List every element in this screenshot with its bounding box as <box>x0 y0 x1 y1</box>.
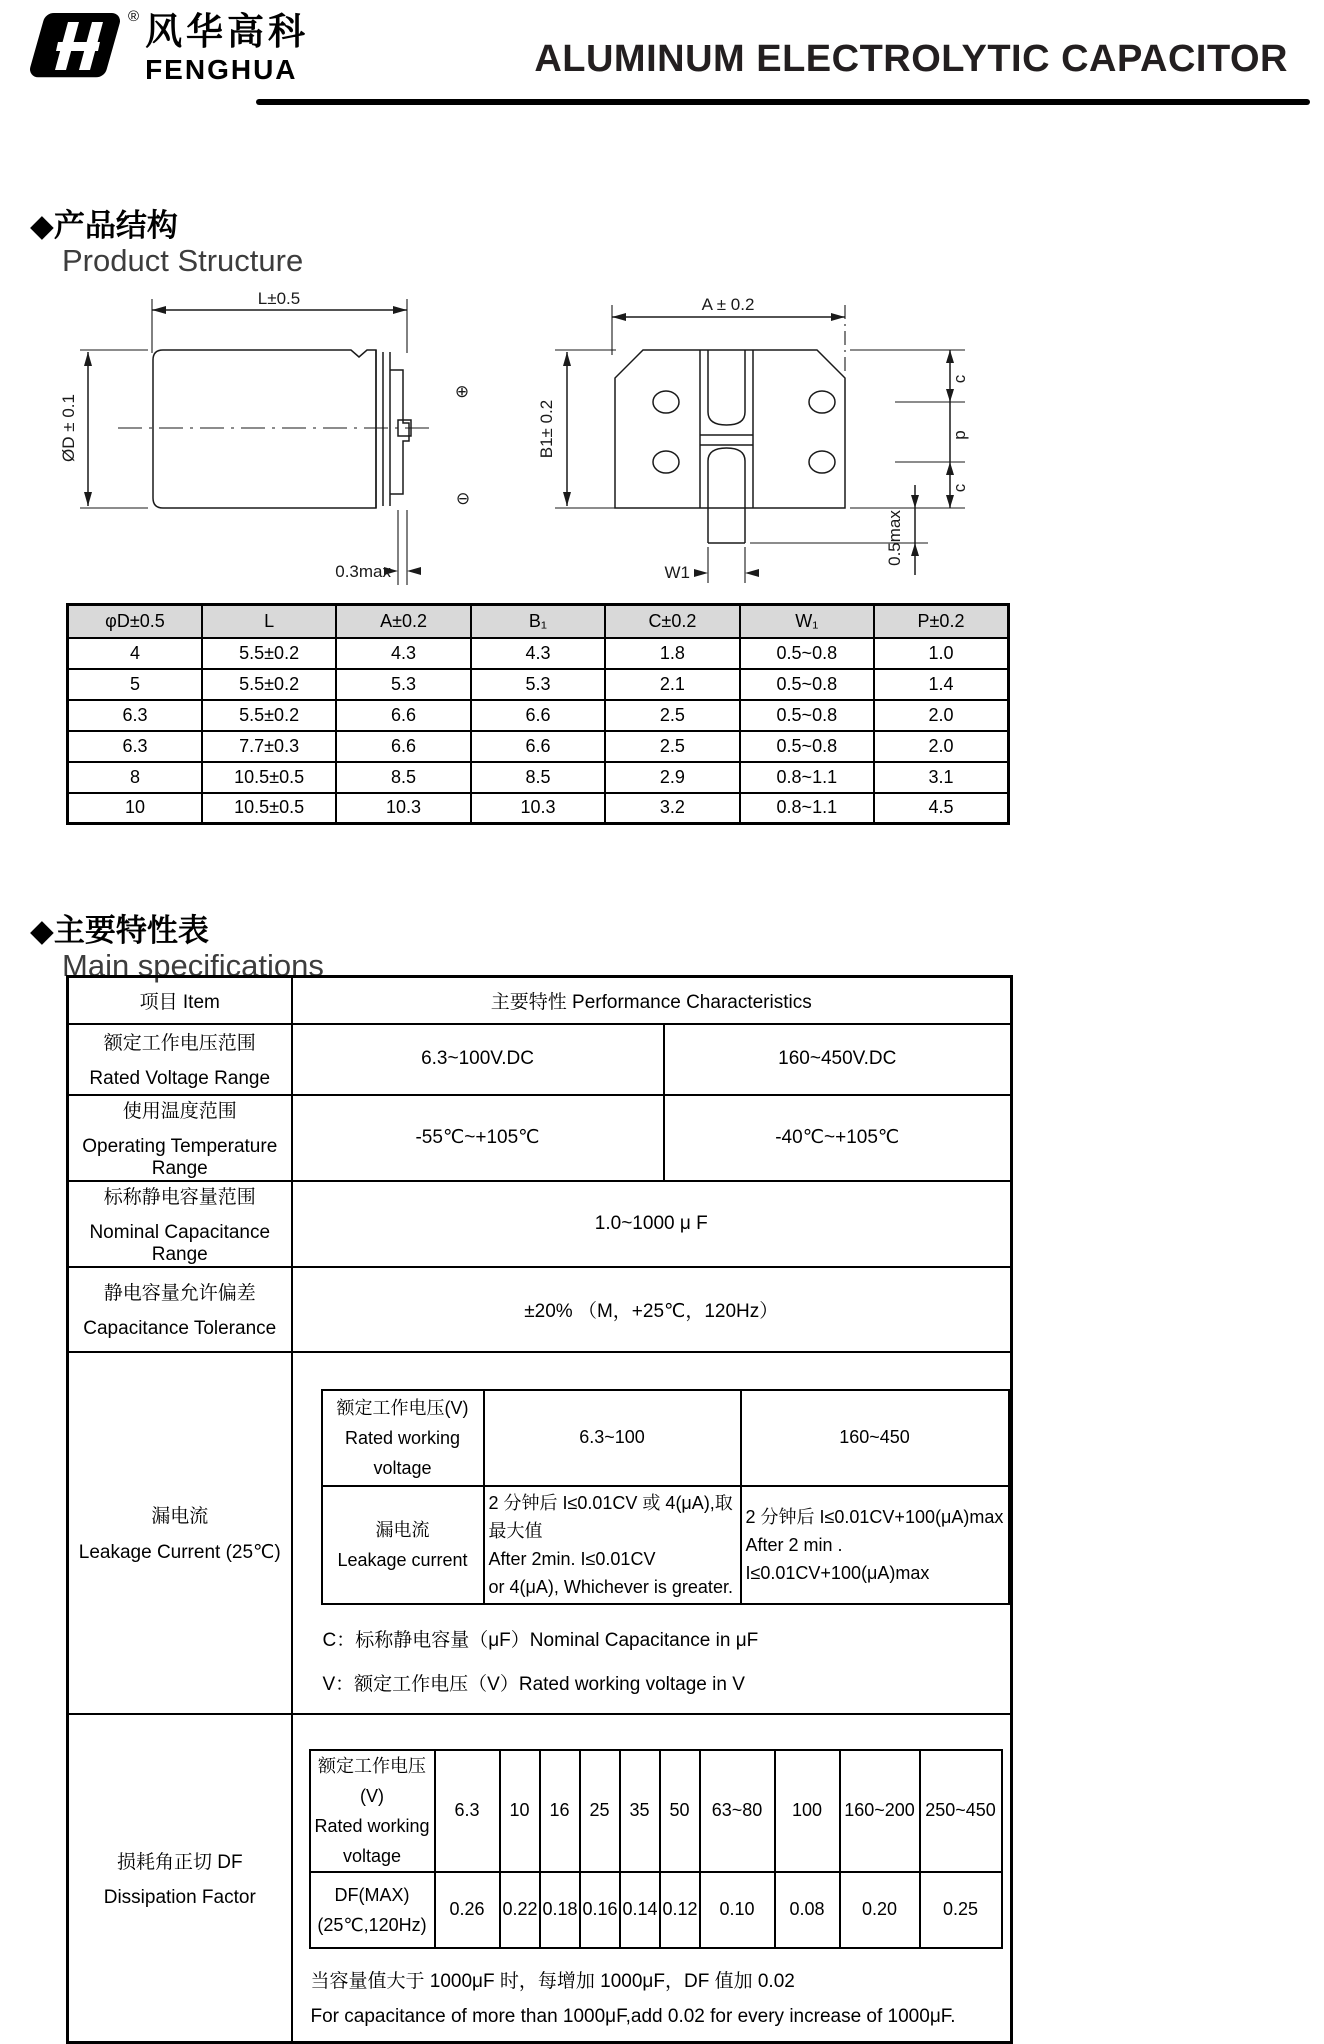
dim-cell: 0.8~1.1 <box>740 762 874 793</box>
df-value: 0.14 <box>620 1872 660 1948</box>
df-value: 0.25 <box>920 1872 1002 1948</box>
leakage-table-data-row <box>322 1486 1009 1604</box>
df-value: 0.18 <box>540 1872 580 1948</box>
df-value: 0.08 <box>775 1872 840 1948</box>
document-title: ALUMINUM ELECTROLYTIC CAPACITOR <box>534 38 1288 80</box>
label-cn: 损耗角正切 DF <box>116 1851 243 1873</box>
dim-cell: 8.5 <box>471 762 605 793</box>
dim-cell: 6.6 <box>471 700 605 731</box>
dim-cell: 10.5±0.5 <box>202 762 336 793</box>
df-notes <box>311 1966 1011 2028</box>
main-specifications-heading-cn: ◆主要特性表 <box>30 913 209 948</box>
label-en: Rated working voltage <box>344 1427 461 1478</box>
p-dim-label: p <box>950 430 969 440</box>
label-en: Leakage current <box>337 1549 468 1570</box>
nominal-capacitance-row <box>68 1181 1012 1267</box>
label-en: Nominal Capacitance Range <box>89 1221 271 1265</box>
label-en: Dissipation Factor <box>103 1886 256 1908</box>
main-specifications-heading-en: Main specifications <box>62 948 324 983</box>
dim-cell: 1.4 <box>874 669 1008 700</box>
dim-cell: 6.3 <box>68 700 202 731</box>
dim-cell: 2.0 <box>874 731 1008 762</box>
label-en: Leakage Current (25℃) <box>78 1542 281 1563</box>
df-voltage: 6.3 <box>435 1750 500 1872</box>
table-row <box>68 731 1009 762</box>
dim-col-header: L <box>202 605 336 638</box>
label-cn: 额定工作电压(V) <box>318 1755 426 1806</box>
c-bottom-dim-label: c <box>950 483 969 493</box>
dim-cell: 2.0 <box>874 700 1008 731</box>
spec-line: 2 分钟后 I≤0.01CV+100(μA)max <box>745 1506 1004 1527</box>
df-note-en: For capacitance of more than 1000μF,add 0.02 for every increase of 1000μF. <box>310 2005 956 2027</box>
df-voltage: 100 <box>775 1750 840 1872</box>
dim-cell: 6.3 <box>68 731 202 762</box>
width-a-dim-label: A ± 0.2 <box>701 295 755 314</box>
dim-cell: 2.5 <box>605 731 739 762</box>
dim-cell: 6.6 <box>471 731 605 762</box>
label-cn: 静电容量允许偏差 <box>103 1283 256 1304</box>
dim-cell: 1.8 <box>605 638 739 669</box>
dissipation-factor-row <box>68 1714 1012 2043</box>
spec-line: After 2min. I≤0.01CV <box>488 1548 656 1569</box>
dim-cell: 5 <box>68 669 202 700</box>
spec-line: After 2 min . I≤0.01CV+100(μA)max <box>745 1534 930 1583</box>
dim-cell: 1.0 <box>874 638 1008 669</box>
edge-dim-label: 0.3max <box>335 562 391 581</box>
dim-col-header: φD±0.5 <box>68 605 202 638</box>
registered-trademark-icon: ® <box>128 8 140 25</box>
w1-dim-label: W1 <box>664 563 690 582</box>
leakage-table-header-row <box>322 1390 1009 1486</box>
dim-cell: 6.6 <box>336 731 470 762</box>
capacitance-tolerance-label <box>68 1267 292 1352</box>
positive-polarity-icon: ⊕ <box>454 382 470 401</box>
fenghua-logo-icon <box>26 10 126 82</box>
table-row <box>68 669 1009 700</box>
dimension-table-header-row <box>68 605 1009 638</box>
leakage-col-low: 6.3~100 <box>484 1390 741 1486</box>
length-dim-label: L±0.5 <box>257 289 301 308</box>
label-en: Rated Voltage Range <box>89 1068 271 1089</box>
df-voltage: 25 <box>580 1750 620 1872</box>
df-note-cn: 当容量值大于 1000μF 时，每增加 1000μF，DF 值加 0.02 <box>310 1970 795 1992</box>
df-voltage: 250~450 <box>920 1750 1002 1872</box>
df-value: 0.20 <box>840 1872 920 1948</box>
df-voltage: 16 <box>540 1750 580 1872</box>
df-voltage: 35 <box>620 1750 660 1872</box>
table-row <box>68 762 1009 793</box>
leakage-voltage-header <box>322 1390 484 1486</box>
characteristics-column-header: 主要特性 Performance Characteristics <box>292 977 1012 1024</box>
leakage-current-table <box>321 1389 1010 1605</box>
diameter-dim-label: ØD ± 0.1 <box>59 394 78 462</box>
item-column-header: 项目 Item <box>68 977 292 1024</box>
operating-temperature-high: -40℃~+105℃ <box>664 1095 1012 1181</box>
leakage-col-high: 160~450 <box>741 1390 1009 1486</box>
logo-text <box>145 12 309 86</box>
rated-voltage-low: 6.3~100V.DC <box>292 1024 664 1095</box>
dim-cell: 4 <box>68 638 202 669</box>
dim-col-header: A±0.2 <box>336 605 470 638</box>
dim-cell: 0.5~0.8 <box>740 669 874 700</box>
c-top-dim-label: c <box>950 374 969 384</box>
df-table-header-row <box>310 1750 1002 1872</box>
dim-cell: 6.6 <box>336 700 470 731</box>
dim-cell: 5.3 <box>336 669 470 700</box>
df-voltage: 63~80 <box>700 1750 775 1872</box>
specifications-table <box>66 975 1013 2044</box>
operating-temperature-label <box>68 1095 292 1181</box>
dim-cell: 0.8~1.1 <box>740 793 874 824</box>
dim-col-header: B₁ <box>471 605 605 638</box>
leakage-spec-high <box>741 1486 1009 1604</box>
spec-header-row <box>68 977 1012 1024</box>
table-row <box>68 700 1009 731</box>
dim-cell: 2.9 <box>605 762 739 793</box>
label-line: DF(MAX) <box>334 1884 410 1905</box>
dim-col-header: W₁ <box>740 605 874 638</box>
note-voltage: V：额定工作电压（V）Rated working voltage in V <box>322 1673 745 1695</box>
leakage-notes <box>323 1625 1011 1696</box>
capacitance-tolerance-value: ±20% （M，+25℃，120Hz） <box>292 1267 1012 1352</box>
label-cn: 额定工作电压范围 <box>103 1033 256 1054</box>
capacitance-tolerance-row <box>68 1267 1012 1352</box>
leakage-current-row <box>68 1352 1012 1714</box>
nominal-capacitance-label <box>68 1181 292 1267</box>
dim-cell: 7.7±0.3 <box>202 731 336 762</box>
logo-name-en: FENGHUA <box>145 53 298 85</box>
product-structure-heading-en: Product Structure <box>62 243 304 278</box>
dim-cell: 5.5±0.2 <box>202 700 336 731</box>
label-en: Capacitance Tolerance <box>83 1318 277 1339</box>
dim-cell: 3.2 <box>605 793 739 824</box>
dim-cell: 2.1 <box>605 669 739 700</box>
dim-cell: 2.5 <box>605 700 739 731</box>
df-value: 0.26 <box>435 1872 500 1948</box>
label-cn: 标称静电容量范围 <box>103 1186 256 1208</box>
dim-cell: 5.3 <box>471 669 605 700</box>
dim-cell: 5.5±0.2 <box>202 669 336 700</box>
label-cn: 额定工作电压(V) <box>336 1397 469 1418</box>
df-table-data-row <box>310 1872 1002 1948</box>
operating-temperature-low: -55℃~+105℃ <box>292 1095 664 1181</box>
dissipation-factor-label <box>68 1714 292 2043</box>
dim-cell: 10.3 <box>336 793 470 824</box>
standoff-dim-label: 0.5max <box>885 510 904 566</box>
dissipation-factor-content <box>292 1714 1012 2043</box>
bottom-view-drawing <box>537 295 969 583</box>
dim-cell: 5.5±0.2 <box>202 638 336 669</box>
dim-cell: 0.5~0.8 <box>740 700 874 731</box>
logo-name-cn: 风华高科 <box>145 11 310 52</box>
fenghua-logo <box>26 10 309 86</box>
rated-voltage-label <box>68 1024 292 1095</box>
note-capacitance: C：标称静电容量（μF）Nominal Capacitance in μF <box>322 1629 759 1651</box>
df-voltage: 10 <box>500 1750 540 1872</box>
table-row <box>68 793 1009 824</box>
dim-cell: 10 <box>68 793 202 824</box>
dim-cell: 0.5~0.8 <box>740 731 874 762</box>
dim-cell: 8 <box>68 762 202 793</box>
df-table-wrap <box>293 1715 1011 2028</box>
leakage-row-label <box>322 1486 484 1604</box>
dim-cell: 10.5±0.5 <box>202 793 336 824</box>
df-value: 0.16 <box>580 1872 620 1948</box>
nominal-capacitance-value: 1.0~1000 μ F <box>292 1181 1012 1267</box>
b1-dim-label: B1± 0.2 <box>537 399 556 459</box>
df-voltage-header <box>310 1750 435 1872</box>
dim-cell: 0.5~0.8 <box>740 638 874 669</box>
dim-cell: 10.3 <box>471 793 605 824</box>
leakage-current-content <box>292 1352 1012 1714</box>
leakage-current-label <box>68 1352 292 1714</box>
df-voltage: 160~200 <box>840 1750 920 1872</box>
df-value: 0.12 <box>660 1872 700 1948</box>
label-en: voltage <box>342 1845 402 1866</box>
table-row <box>68 638 1009 669</box>
label-en: Operating Temperature Range <box>82 1135 278 1179</box>
dim-cell: 4.3 <box>336 638 470 669</box>
rated-voltage-high: 160~450V.DC <box>664 1024 1012 1095</box>
dim-col-header: P±0.2 <box>874 605 1008 638</box>
spec-line: 2 分钟后 I≤0.01CV 或 4(μA),取最大值 <box>488 1492 733 1541</box>
leakage-table-wrap <box>293 1353 1011 1696</box>
header-divider <box>256 99 1310 105</box>
spec-line: or 4(μA), Whichever is greater. <box>488 1576 733 1597</box>
product-structure-heading-cn: ◆产品结构 <box>30 208 178 243</box>
dimension-table <box>66 603 1010 825</box>
dim-cell: 3.1 <box>874 762 1008 793</box>
dissipation-factor-table <box>309 1749 1003 1949</box>
dim-col-header: C±0.2 <box>605 605 739 638</box>
df-voltage: 50 <box>660 1750 700 1872</box>
capacitor-technical-drawing <box>59 289 980 595</box>
label-cn: 漏电流 <box>375 1519 430 1540</box>
df-value: 0.22 <box>500 1872 540 1948</box>
label-en: Rated working <box>314 1815 430 1836</box>
dim-cell: 4.5 <box>874 793 1008 824</box>
side-view-drawing <box>59 289 470 585</box>
operating-temperature-row <box>68 1095 1012 1181</box>
label-cn: 使用温度范围 <box>122 1100 237 1122</box>
negative-polarity-icon: ⊖ <box>455 489 471 508</box>
dim-cell: 8.5 <box>336 762 470 793</box>
rated-voltage-row <box>68 1024 1012 1095</box>
df-value: 0.10 <box>700 1872 775 1948</box>
dim-cell: 4.3 <box>471 638 605 669</box>
label-cn: 漏电流 <box>151 1506 209 1527</box>
leakage-spec-low <box>484 1486 741 1604</box>
label-line: (25℃,120Hz) <box>317 1914 427 1935</box>
df-max-label <box>310 1872 435 1948</box>
